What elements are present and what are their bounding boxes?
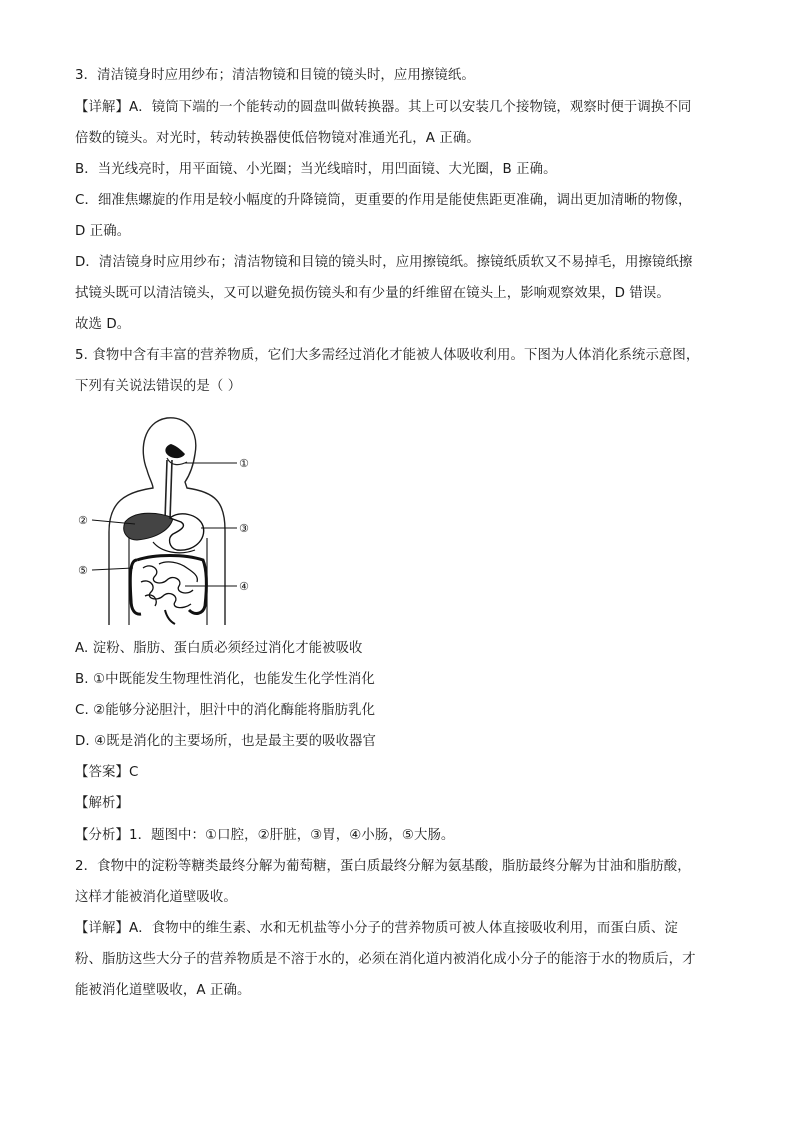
liver — [124, 513, 173, 540]
option-b: B. ①中既能发生物理性消化，也能发生化学性消化 — [75, 672, 375, 687]
analysis-heading: 【解析】 — [75, 796, 129, 811]
text-line-5: C．细准焦螺旋的作用是较小幅度的升降镜筒，更重要的作用是能使焦距更准确，调出更加清晰的物像， — [75, 193, 692, 208]
large-intestine — [130, 556, 206, 615]
answer-line: 【答案】C — [75, 765, 139, 780]
text-line-2: 【详解】A．镜筒下端的一个能转动的圆盘叫做转换器。其上可以安装几个接物镜，观察时便于调换不同 — [75, 100, 692, 115]
analysis-line-5: 粉、脂肪这些大分子的营养物质是不溶于水的，必须在消化道内被消化成小分子的能溶于水的物质后，才 — [75, 952, 696, 967]
question-stem-line-2: 下列有关说法错误的是（ ） — [75, 379, 242, 394]
text-line-6: D 正确。 — [75, 224, 131, 239]
question-stem-line-1: 5. 食物中含有丰富的营养物质，它们大多需经过消化才能被人体吸收利用。下图为人体消化系统示意图， — [75, 348, 700, 363]
digestive-system-figure — [75, 410, 275, 625]
digestive-system-diagram — [75, 410, 275, 625]
analysis-line-2: 2．食物中的淀粉等糖类最终分解为葡萄糖，蛋白质最终分解为氨基酸，脂肪最终分解为甘油和脂肪酸， — [75, 859, 691, 874]
stomach — [170, 514, 204, 550]
text-line-7: D．清洁镜身时应用纱布；清洁物镜和目镜的镜头时，应用擦镜纸。擦镜纸质软又不易掉毛，用擦镜纸擦 — [75, 255, 693, 270]
analysis-line-3: 这样才能被消化道壁吸收。 — [75, 890, 237, 905]
analysis-line-6: 能被消化道壁吸收，A 正确。 — [75, 983, 251, 998]
label-3: ③ — [239, 522, 249, 535]
esophagus — [165, 460, 167, 520]
text-line-1: 3．清洁镜身时应用纱布；清洁物镜和目镜的镜头时，应用擦镜纸。 — [75, 68, 475, 83]
label-4: ④ — [239, 580, 249, 593]
text-line-9: 故选 D。 — [75, 317, 131, 332]
option-d: D. ④既是消化的主要场所，也是最主要的吸收器官 — [75, 734, 377, 749]
analysis-line-1: 【分析】1．题图中：①口腔，②肝脏，③胃，④小肠，⑤大肠。 — [75, 828, 455, 843]
label-2: ② — [78, 514, 88, 527]
label-1: ① — [239, 457, 249, 470]
label-5: ⑤ — [78, 564, 88, 577]
option-a: A. 淀粉、脂肪、蛋白质必须经过消化才能被吸收 — [75, 641, 363, 656]
text-line-3: 倍数的镜头。对光时，转动转换器使低倍物镜对准通光孔，A 正确。 — [75, 131, 480, 146]
analysis-line-4: 【详解】A．食物中的维生素、水和无机盐等小分子的营养物质可被人体直接吸收利用，而蛋白质、淀 — [75, 921, 678, 936]
mouth-region — [165, 444, 185, 458]
option-c: C. ②能够分泌胆汁，胆汁中的消化酶能将脂肪乳化 — [75, 703, 376, 718]
small-intestine — [141, 562, 197, 608]
text-line-4: B．当光线亮时，用平面镜、小光圈；当光线暗时，用凹面镜、大光圈，B 正确。 — [75, 162, 557, 177]
text-line-8: 拭镜头既可以清洁镜头，又可以避免损伤镜头和有少量的纤维留在镜头上，影响观察效果，D 错误。 — [75, 286, 670, 301]
